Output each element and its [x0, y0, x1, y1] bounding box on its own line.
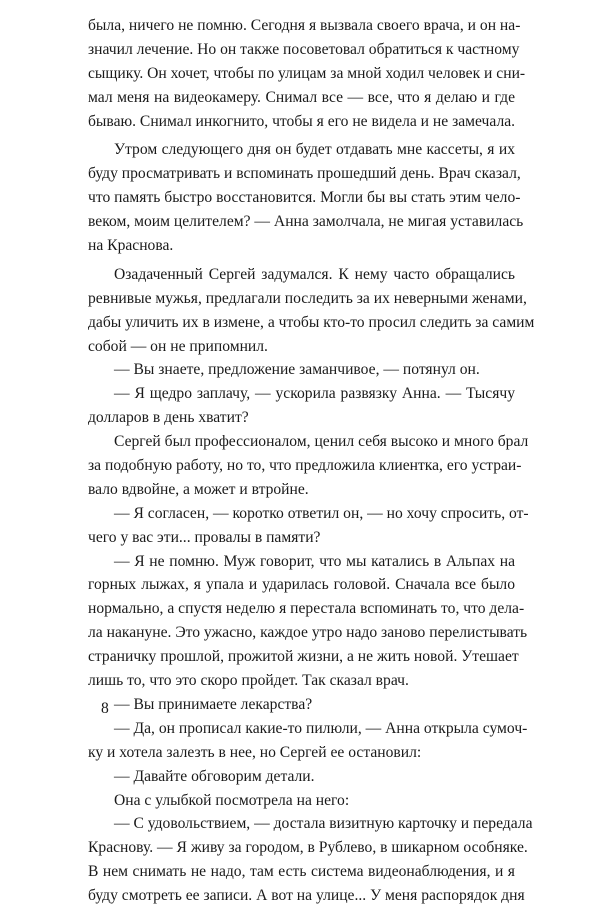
text-line: Она с улыбкой посмотрела на него:	[114, 791, 350, 809]
text-line: Сергей был профессионалом, ценил себя высоко и много брал	[114, 433, 529, 451]
text-line: дабы уличить их в измене, а чтобы кто-то просил следить за самим	[88, 313, 535, 331]
text-line: бываю. Снимал инкогнито, чтобы я его не видела и не замечала.	[88, 112, 516, 130]
text-line: долларов в день хватит?	[88, 409, 249, 427]
text-line: — Я не помню. Муж говорит, что мы катались в Альпах на	[114, 552, 515, 570]
text-line: ку и хотела залезть в нее, но Сергей ее остановил:	[88, 743, 422, 761]
text-line: страничку прошлой, прожитой жизни, а не жить новой. Утешает	[88, 648, 519, 666]
text-line: буду просматривать и вспоминать прошедший день. Врач сказал,	[88, 165, 521, 183]
text-line: — Давайте обговорим детали.	[114, 767, 315, 785]
text-line: — Вы знаете, предложение заманчивое, — потянул он.	[114, 361, 480, 379]
text-line: нормально, а спустя неделю я перестала вспоминать то, что дела-	[88, 600, 525, 618]
text-line: лишь то, что это скоро пройдет. Так сказал врач.	[88, 672, 409, 690]
text-line: значил лечение. Но он также посоветовал обратиться к частному	[88, 40, 520, 58]
text-line: сыщику. Он хочет, чтобы по улицам за мной ходил человек и сни-	[88, 64, 526, 82]
text-line: мал меня на видеокамеру. Снимал все — все, что я делаю и где	[88, 88, 515, 106]
text-line: — С удовольствием, — достала визитную карточку и передала	[114, 815, 533, 833]
text-line: — Я щедро заплачу, — ускорила развязку Анна. — Тысячу	[114, 385, 515, 403]
text-line: ла накануне. Это ужасно, каждое утро надо заново перелистывать	[88, 624, 528, 642]
text-line: — Я согласен, — коротко ответил он, — но хочу спросить, от-	[114, 504, 529, 522]
page-text	[88, 14, 535, 908]
text-line: — Да, он прописал какие-то пилюли, — Анна открыла сумоч-	[114, 719, 528, 737]
text-line: Утром следующего дня он будет отдавать мне кассеты, я их	[114, 141, 515, 159]
text-line: В нем снимать не надо, там есть система видеонаблюдения, и я	[88, 863, 515, 881]
text-line: на Краснова.	[88, 237, 174, 255]
text-line: Озадаченный Сергей задумался. К нему часто обращались	[114, 265, 515, 283]
text-line: была, ничего не помню. Сегодня я вызвала своего врача, и он на-	[88, 17, 521, 34]
page-number: 8	[101, 700, 109, 717]
text-line: что память быстро восстановится. Могли бы вы стать этим чело-	[88, 189, 521, 207]
text-line: собой — он не припомнил.	[88, 337, 268, 355]
text-line: веком, моим целителем? — Анна замолчала, не мигая уставилась	[88, 213, 524, 231]
text-line: горных лыжах, я упала и ударилась головой. Сначала все было	[88, 576, 515, 594]
text-line: вало вдвойне, а может и втройне.	[88, 480, 309, 498]
text-line: ревнивые мужья, предлагали последить за их неверными женами,	[88, 289, 527, 307]
text-line: буду смотреть ее записи. А вот на улице... У меня распорядок дня	[88, 887, 525, 905]
text-line: чего у вас эти... провалы в памяти?	[88, 528, 321, 546]
text-line: Краснову. — Я живу за городом, в Рублево, в шикарном особняке.	[88, 839, 528, 857]
text-line: — Вы принимаете лекарства?	[114, 695, 313, 713]
text-line: за подобную работу, но то, что предложила клиентка, его устраи-	[88, 457, 522, 475]
